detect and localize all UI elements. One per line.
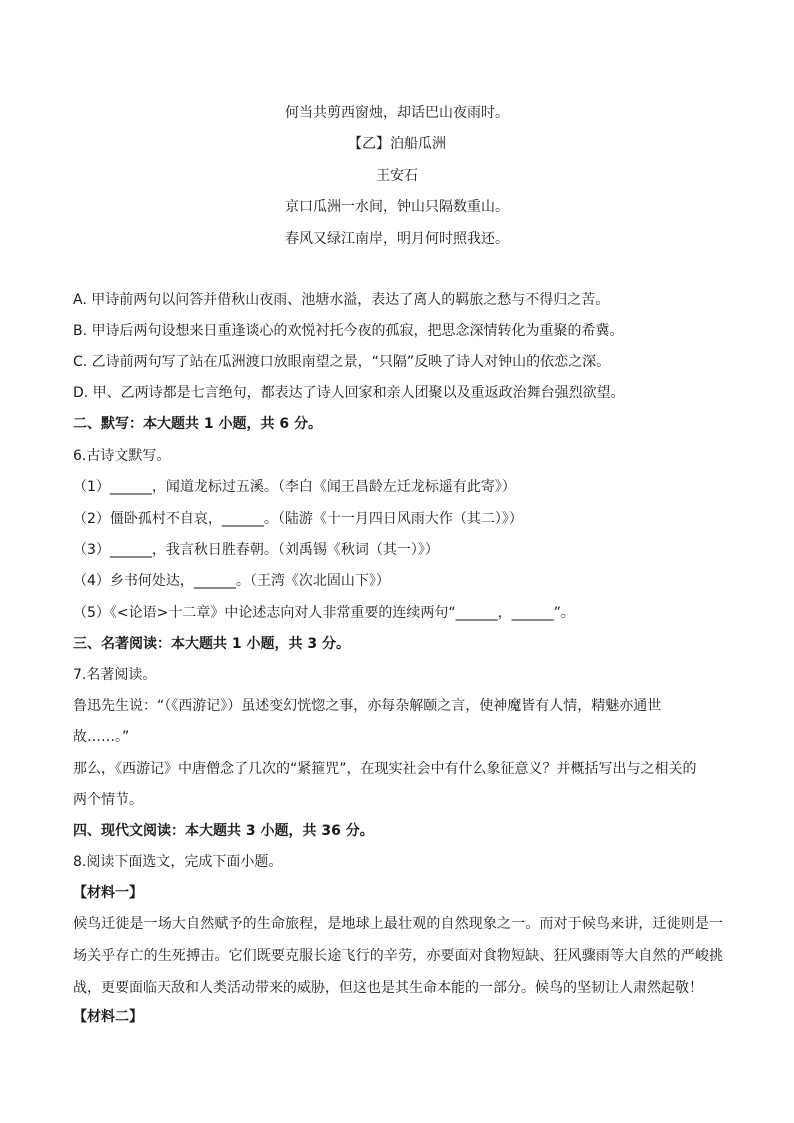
option-b: B. 甲诗后两句设想来日重逢谈心的欢悦衬托今夜的孤寂，把思念深情转化为重聚的希冀。 [73, 323, 624, 339]
poem-line: 春风又绿江南岸，明月何时照我还。 [285, 231, 509, 247]
poem-line: 何当共剪西窗烛，却话巴山夜雨时。 [285, 105, 509, 121]
quote-text: 鲁迅先生说：“（《西游记》）虽述变幻恍惚之事，亦每杂解颐之言，使神魔皆有人情，精魅亦通世 [73, 698, 662, 714]
question-title: 8.阅读下面选文，完成下面小题。 [73, 854, 283, 870]
question-title: 6.古诗文默写。 [73, 448, 171, 464]
section-heading: 二、默写：本大题共 1 小题，共 6 分。 [73, 416, 322, 432]
option-d: D. 甲、乙两诗都是七言绝句，都表达了诗人回家和亲人团聚以及重返政治舞台强烈欲望。 [73, 385, 625, 401]
option-c: C. 乙诗前两句写了站在瓜洲渡口放眼南望之景，“只隔”反映了诗人对钟山的依恋之深。 [73, 354, 611, 370]
poem-title: 【乙】泊船瓜洲 [348, 136, 446, 152]
material-label: 【材料二】 [73, 1009, 143, 1025]
prompt-text: 那么，《西游记》中唐僧念了几次的“紧箍咒”，在现实社会中有什么象征意义？并概括写出与之相关的 [73, 761, 697, 777]
fill-blank-item: （4）乡书何处达，______。（王湾《次北固山下》） [73, 573, 390, 589]
poem-author: 王安石 [376, 168, 418, 184]
quote-text: 故……。” [73, 729, 130, 745]
fill-blank-item: （1）______，闻道龙标过五溪。（李白《闻王昌龄左迁龙标遥有此寄》） [73, 479, 516, 495]
material-text: 候鸟迁徙是一场大自然赋予的生命旅程，是地球上最壮观的自然现象之一。而对于候鸟来讲，迁徙则是一场关乎存亡的生死搏击。它们既要克服长途飞行的辛劳，亦要面对食物短缺、狂风骤雨等大自然的严峻挑战，更要面临天敌和人类活动带来的威胁，但这也是其生命本能的一部分。候鸟的坚韧让人肃然起敬！ [73, 916, 723, 996]
material-label: 【材料一】 [73, 885, 143, 901]
fill-blank-item: （3）______，我言秋日胜春朝。（刘禹锡《秋词（其一）》） [73, 542, 439, 558]
fill-blank-item: （2）僵卧孤村不自哀，______。（陆游《十一月四日风雨大作（其二）》） [73, 511, 523, 527]
question-title: 7.名著阅读。 [73, 667, 157, 683]
fill-blank-item: （5）《<论语>十二章》中论述志向对人非常重要的连续两句“______，______”。 [73, 605, 575, 621]
prompt-text: 两个情节。 [73, 792, 143, 808]
option-a: A. 甲诗前两句以问答并借秋山夜雨、池塘水溢，表达了离人的羁旅之愁与不得归之苦。 [73, 292, 610, 308]
poem-line: 京口瓜洲一水间，钟山只隔数重山。 [285, 199, 509, 215]
section-heading: 四、现代文阅读：本大题共 3 小题，共 36 分。 [73, 823, 374, 839]
section-heading: 三、名著阅读：本大题共 1 小题，共 3 分。 [73, 636, 350, 652]
